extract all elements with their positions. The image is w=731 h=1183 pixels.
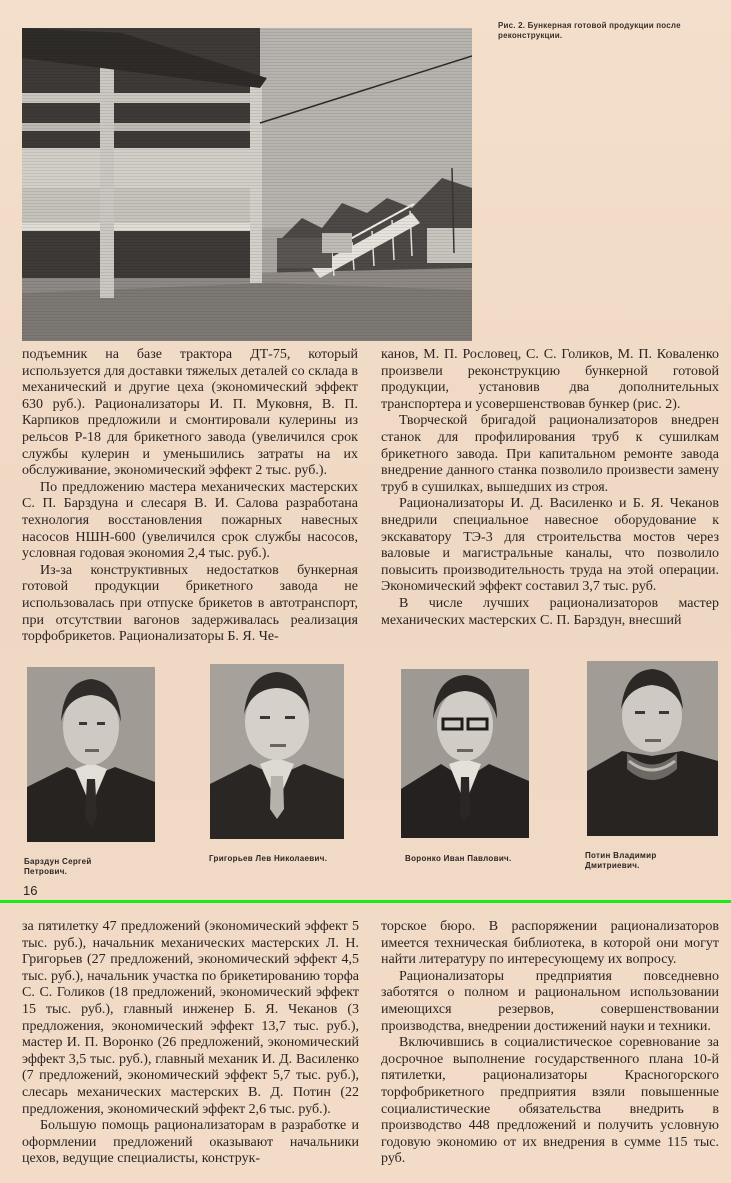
portrait-illustration (27, 667, 155, 842)
portrait-caption: Воронко Иван Павлович. (405, 854, 512, 863)
text-column-right (381, 347, 719, 629)
paragraph: Большую помощь рационализаторам в разработке и оформлении предложений оказывают начальники цехов, ведущие специалисты, конструк- (22, 1118, 359, 1167)
portrait-illustration (587, 661, 718, 836)
paragraph: Творческой бригадой рационализаторов внедрен станок для профилирования труб к сушилкам брикетного завода. При капитальном ремонте завода внедрение данного станка позволило произвести замену труб в сушилках, вышедших из строя. (381, 413, 719, 495)
paragraph: Включившись в социалистическое соревнование за досрочное выполнение государственного плана 10-й пятилетки, рационализаторы Красногорского торфобрикетного предприятия взяли повышенные социалистические обязательства внедрить в производство 448 предложений и получить условную годовую экономию от их внедрения в сумме 115 тыс. руб. (381, 1035, 719, 1167)
portrait-caption: Потин Владимир Дмитриевич. (585, 851, 657, 870)
text-column-right-next-page (381, 919, 719, 1168)
portrait-photo (27, 667, 155, 842)
page-number: 16 (23, 883, 38, 898)
portrait-illustration (210, 664, 344, 839)
paragraph: Из-за конструктивных недостатков бункерная готовой продукции брикетного завода не использовалась при отпуске брикетов в автотранспорт, при отсутствии вагонов задерживалась реализация торфобрикетов. Рационализаторы Б. Я. Че- (22, 562, 358, 645)
portrait-illustration (401, 669, 529, 838)
portrait-photo (210, 664, 344, 839)
bunker-photo (22, 28, 472, 341)
page-separator-line (0, 900, 731, 903)
text-column-left-next-page (22, 919, 359, 1168)
portrait-caption: Барздун Сергей Петрович. (24, 857, 92, 876)
paragraph: канов, М. П. Рословец, С. С. Голиков, М. П. Коваленко произвели реконструкцию бункерной готовой продукции, установив два дополнительных транспортера и усовершенствовав бункер (рис. 2). (381, 347, 719, 412)
paragraph: за пятилетку 47 предложений (экономический эффект 5 тыс. руб.), начальник механических мастерских Л. Н. Григорьев (27 предложений, экономический эффект 4,5 тыс. руб.), начальник участка по брикетированию торфа С. С. Голиков (18 предложений, экономический эффект 15 тыс. руб.), главный инженер Б. Я. Чеканов (3 предложения, экономический эффект 13,7 тыс. руб.), мастер И. П. Воронко (26 предложений, экономический эффект 3,5 тыс. руб.), главный механик И. Д. Василенко (7 предложений, экономический эффект 5,7 тыс. руб.), слесарь механических мастерских В. Д. Потин (22 предложения, экономический эффект 2,6 тыс. руб.). (22, 919, 359, 1117)
paragraph: подъемник на базе трактора ДТ-75, который используется для доставки тяжелых деталей со склада в механический и другие цеха (экономический эффект 630 руб.). Рационализаторы И. П. Муковня, В. П. Карпиков предложили и смонтировали кулерины из рельсов Р-18 для брикетного завода (увеличился срок службы кулерин и уменьшились затраты на их обслуживание, экономический эффект 2 тыс. руб.). (22, 347, 358, 479)
paragraph: торское бюро. В распоряжении рационализаторов имеется техническая библиотека, в которой они могут найти литературу по интересующему их вопросу. (381, 919, 719, 968)
paragraph: В числе лучших рационализаторов мастер механических мастерских С. П. Барздун, внесший (381, 595, 719, 628)
paragraph: Рационализаторы И. Д. Василенко и Б. Я. Чеканов внедрили специальное навесное оборудование к экскаватору ТЭ-3 для строительства мостов через валовые и магистральные каналы, что позволило повысить производительность труда на этой операции. Экономический эффект составил 3,7 тыс. руб. (381, 496, 719, 595)
paragraph: По предложению мастера механических мастерских С. П. Барздуна и слесаря В. И. Салова разработана технология восстановления пожарных навесных насосов НШН-600 (увеличился срок службы насосов, условная годовая экономия 2,4 тыс. руб.). (22, 479, 358, 562)
figure-caption: Рис. 2. Бункерная готовой продукции после реконструкции. (498, 21, 681, 40)
text-column-left (22, 347, 358, 646)
portrait-caption: Григорьев Лев Николаевич. (209, 854, 328, 863)
portrait-photo (401, 669, 529, 838)
portrait-photo (587, 661, 718, 836)
paragraph: Рационализаторы предприятия повседневно заботятся о полном и рациональном использовании имеющихся резервов, совершенствовании производства, внедрении достижений науки и техники. (381, 968, 719, 1034)
bunker-photo-illustration (22, 28, 472, 341)
